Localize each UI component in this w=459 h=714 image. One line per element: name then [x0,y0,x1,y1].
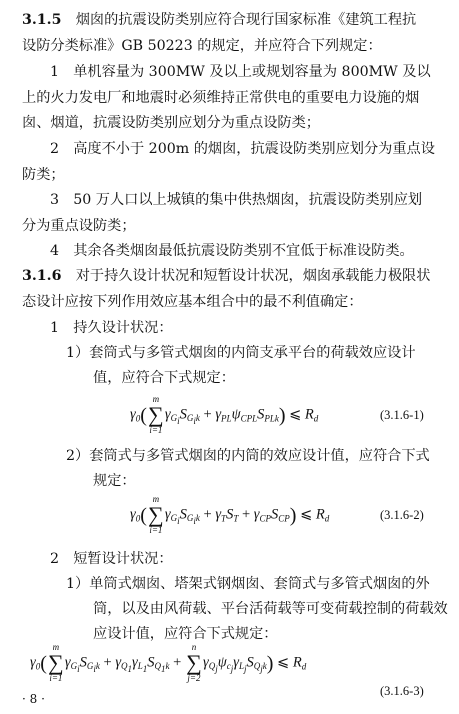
item-2-line-1: 2 高度不小于 200m 的烟囱，抗震设防类别应划分为重点设 [50,141,435,157]
clause-3-1-6-line-1 [22,266,430,286]
clause-3-1-6-text-1: 对于持久设计状况和短暂设计状况，烟囱承载能力极限状 [75,268,431,284]
clause-3-1-5-text-1: 烟囱的抗震设防类别应符合现行国家标准《建筑工程抗 [75,12,417,28]
case-1-sub-1-line-1: 1）套筒式与多管式烟囱的内筒支承平台的荷载效应设计 [66,345,416,361]
case-2-sub-1-line-3: 应设计值，应符合下式规定： [93,626,278,642]
page-number: · 8 · [22,692,45,706]
clause-3-1-5-line-1 [22,10,416,30]
clause-3-1-6-number: 3.1.6 [22,268,62,284]
clause-3-1-5-number: 3.1.5 [22,12,62,28]
item-1-line-1: 1 单机容量为 300MW 及以上或规划容量为 800MW 及以 [50,64,431,80]
case-1-heading: 1 持久设计状况： [50,320,173,336]
equation-number-1: (3.1.6-1) [380,408,424,422]
equation-number-3: (3.1.6-3) [380,684,424,698]
case-1-sub-2-line-1: 2）套筒式与多管式烟囱的内筒的效应设计值，应符合下式 [66,448,430,464]
item-3-line-1: 3 50 万人口以上城镇的集中供热烟囱，抗震设防类别应划 [50,192,423,208]
item-4-line: 4 其余各类烟囱最低抗震设防类别不宜低于标准设防类。 [50,243,414,259]
formula-3-1-6-3: $\gamma_0$( m ∑ i=1 $\gamma_{G_i}S_{G_ik} + \gamma_{Q_1}\gamma_{L_1}S_{Q_1k}$ + n ∑ j=2 $\gamma_{Q_j}\psi_{c_j}\gamma_{L_j}S_{Q_jk}$) ⩽ $R_d$ [30,642,307,683]
case-1-sub-1-line-2: 值，应符合下式规定： [93,370,235,386]
item-2-line-2: 防类； [22,167,65,183]
item-1-line-3: 囱、烟道，抗震设防类别应划分为重点设防类； [22,115,320,131]
case-1-sub-2-line-2: 规定： [93,473,136,489]
case-2-sub-1-line-1: 1）单筒式烟囱、塔架式钢烟囱、套筒式与多管式烟囱的外 [66,576,430,592]
clause-3-1-6-line-2: 态设计应按下列作用效应基本组合中的最不利值确定： [22,294,363,310]
item-3-line-2: 分为重点设防类； [22,218,136,234]
case-2-heading: 2 短暂设计状况： [50,551,173,567]
item-1-line-2: 上的火力发电厂和地震时必须维持正常供电的重要电力设施的烟 [22,90,420,106]
case-2-sub-1-line-2: 筒，以及由风荷载、平台活荷载等可变荷载控制的荷载效 [93,601,448,617]
equation-number-2: (3.1.6-2) [380,508,424,522]
formula-3-1-6-2: $\gamma_0$( m ∑ i=1 $\gamma_{G_i}S_{G_ik} + \gamma_TS_T + \gamma_{CP}S_{CP}$) ⩽ $R_d$ [130,494,330,535]
formula-3-1-6-1: $\gamma_0$( m ∑ i=1 $\gamma_{G_i}S_{G_ik} + \gamma_{PL}\psi_{CPL}S_{PLk}$) ⩽ $R_d$ [130,394,319,435]
clause-3-1-5-line-2: 设防分类标准》GB 50223 的规定，并应符合下列规定： [22,38,382,54]
